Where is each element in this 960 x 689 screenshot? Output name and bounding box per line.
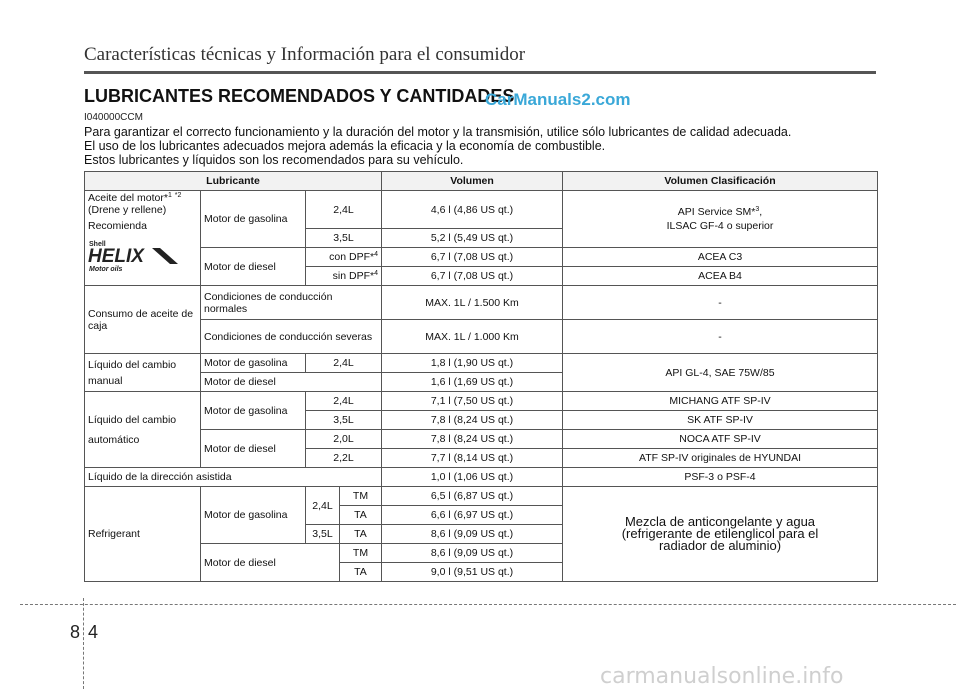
auto-d22-vol: 7,7 l (8,14 US qt.) xyxy=(382,449,563,468)
header-rule xyxy=(84,71,876,74)
dpf-sin-class: ACEA B4 xyxy=(563,267,878,286)
header-lubricante: Lubricante xyxy=(85,172,382,191)
engine-diesel: Motor de diesel xyxy=(201,248,306,286)
auto-d20-vol: 7,8 l (8,24 US qt.) xyxy=(382,430,563,449)
coolant-g35-ta: TA xyxy=(340,525,382,544)
auto-g24-class: MICHANG ATF SP-IV xyxy=(563,392,878,411)
dpf-sin-vol: 6,7 l (7,08 US qt.) xyxy=(382,267,563,286)
page-number: 4 xyxy=(88,622,99,642)
table-row xyxy=(85,354,878,373)
lubricants-table xyxy=(84,171,878,582)
section-code: I040000CCM xyxy=(84,112,143,123)
dpf-con-class: ACEA C3 xyxy=(563,248,878,267)
footer-watermark: carmanualsonline.info xyxy=(600,664,844,689)
coolant-d-tm-vol: 8,6 l (9,09 US qt.) xyxy=(382,544,563,563)
table-row xyxy=(85,430,878,449)
logo-brand: Shell xyxy=(89,241,106,248)
manual-diesel-vol: 1,6 l (1,69 US qt.) xyxy=(382,373,563,392)
table-row xyxy=(85,392,878,411)
auto-g35-vol: 7,8 l (8,24 US qt.) xyxy=(382,411,563,430)
engine-oil-label: Aceite del motor*$^1$ $^{*2}$ (Drene y rellene) Recomienda Shell HELIX Motor oils xyxy=(85,191,201,286)
auto-g24: 2,4L xyxy=(306,392,382,411)
coolant-g24-ta: TA xyxy=(340,506,382,525)
dpf-con-vol: 6,7 l (7,08 US qt.) xyxy=(382,248,563,267)
coolant-g24-tm-vol: 6,5 l (6,87 US qt.) xyxy=(382,487,563,506)
steering-label: Líquido de la dirección asistida xyxy=(85,468,382,487)
table-row xyxy=(85,487,878,506)
manual-label: Líquido del cambio manual xyxy=(85,354,201,392)
logo-name: HELIX xyxy=(88,246,144,267)
table-row xyxy=(85,468,878,487)
severe-class: - xyxy=(563,320,878,354)
auto-gas: Motor de gasolina xyxy=(201,392,306,430)
footer-rule xyxy=(20,604,956,605)
header-volumen: Volumen xyxy=(382,172,563,191)
manual-gas-disp: 2,4L xyxy=(306,354,382,373)
coolant-diesel: Motor de diesel xyxy=(201,544,340,582)
manual-gas-vol: 1,8 l (1,90 US qt.) xyxy=(382,354,563,373)
oil-consumption-label: Consumo de aceite de caja xyxy=(85,286,201,354)
auto-d22-class: ATF SP-IV originales de HYUNDAI xyxy=(563,449,878,468)
intro-line: Para garantizar el correcto funcionamiento y la duración del motor y la transmisión, utilice sólo lubricantes de calidad adecuada. xyxy=(84,125,792,139)
coolant-class: Mezcla de anticongelante y agua (refrigerante de etilenglicol para el radiador de aluminio) xyxy=(563,487,878,582)
auto-diesel: Motor de diesel xyxy=(201,430,306,468)
coolant-gas: Motor de gasolina xyxy=(201,487,306,544)
section-title: LUBRICANTES RECOMENDADOS Y CANTIDADES xyxy=(84,86,515,106)
coolant-d-ta-vol: 9,0 l (9,51 US qt.) xyxy=(382,563,563,582)
engine-gas: Motor de gasolina xyxy=(201,191,306,248)
chapter-number: 8 xyxy=(70,622,81,642)
dpf-con: con DPF*$^4$ xyxy=(306,248,382,267)
auto-d22: 2,2L xyxy=(306,449,382,468)
gas-oil-class: API Service SM*$^3$, ILSAC GF-4 o superior xyxy=(563,191,878,248)
coolant-g24-ta-vol: 6,6 l (6,97 US qt.) xyxy=(382,506,563,525)
table-row xyxy=(85,191,878,229)
intro-paragraph xyxy=(84,125,884,167)
steering-vol: 1,0 l (1,06 US qt.) xyxy=(382,468,563,487)
gas-24: 2,4L xyxy=(306,191,382,229)
coolant-g35: 3,5L xyxy=(306,525,340,544)
table-row xyxy=(85,320,878,354)
gas-35: 3,5L xyxy=(306,229,382,248)
header-clasificacion: Volumen Clasificación xyxy=(563,172,878,191)
table-header-row xyxy=(85,172,878,191)
coolant-d-ta: TA xyxy=(340,563,382,582)
severe-conditions: Condiciones de conducción severas xyxy=(201,320,382,354)
auto-g24-vol: 7,1 l (7,50 US qt.) xyxy=(382,392,563,411)
coolant-g24: 2,4L xyxy=(306,487,340,525)
watermark: CarManuals2.com xyxy=(485,90,631,109)
normal-vol: MAX. 1L / 1.500 Km xyxy=(382,286,563,320)
intro-line: Estos lubricantes y líquidos son los recomendados para su vehículo. xyxy=(84,153,464,167)
coolant-label: Refrigerant xyxy=(85,487,201,582)
steering-class: PSF-3 o PSF-4 xyxy=(563,468,878,487)
logo-sub: Motor oils xyxy=(89,266,123,272)
gas-24-vol: 4,6 l (4,86 US qt.) xyxy=(382,191,563,229)
intro-line: El uso de los lubricantes adecuados mejora además la eficacia y la economía de combustible. xyxy=(84,139,606,153)
normal-class: - xyxy=(563,286,878,320)
page-header-title: Características técnicas y Información para el consumidor xyxy=(84,44,526,65)
coolant-g24-tm: TM xyxy=(340,487,382,506)
normal-conditions: Condiciones de conducción normales xyxy=(201,286,382,320)
table-row xyxy=(85,248,878,267)
dpf-sin: sin DPF*$^4$ xyxy=(306,267,382,286)
table-row xyxy=(85,286,878,320)
severe-vol: MAX. 1L / 1.000 Km xyxy=(382,320,563,354)
auto-g35-class: SK ATF SP-IV xyxy=(563,411,878,430)
auto-d20: 2,0L xyxy=(306,430,382,449)
auto-g35: 3,5L xyxy=(306,411,382,430)
manual-class: API GL-4, SAE 75W/85 xyxy=(563,354,878,392)
coolant-g35-ta-vol: 8,6 l (9,09 US qt.) xyxy=(382,525,563,544)
coolant-d-tm: TM xyxy=(340,544,382,563)
manual-gas: Motor de gasolina xyxy=(201,354,306,373)
gas-35-vol: 5,2 l (5,49 US qt.) xyxy=(382,229,563,248)
automatic-label: Líquido del cambio automático xyxy=(85,392,201,468)
footer-divider xyxy=(83,598,85,689)
shell-helix-logo xyxy=(88,238,180,272)
auto-d20-class: NOCA ATF SP-IV xyxy=(563,430,878,449)
manual-diesel: Motor de diesel xyxy=(201,373,382,392)
